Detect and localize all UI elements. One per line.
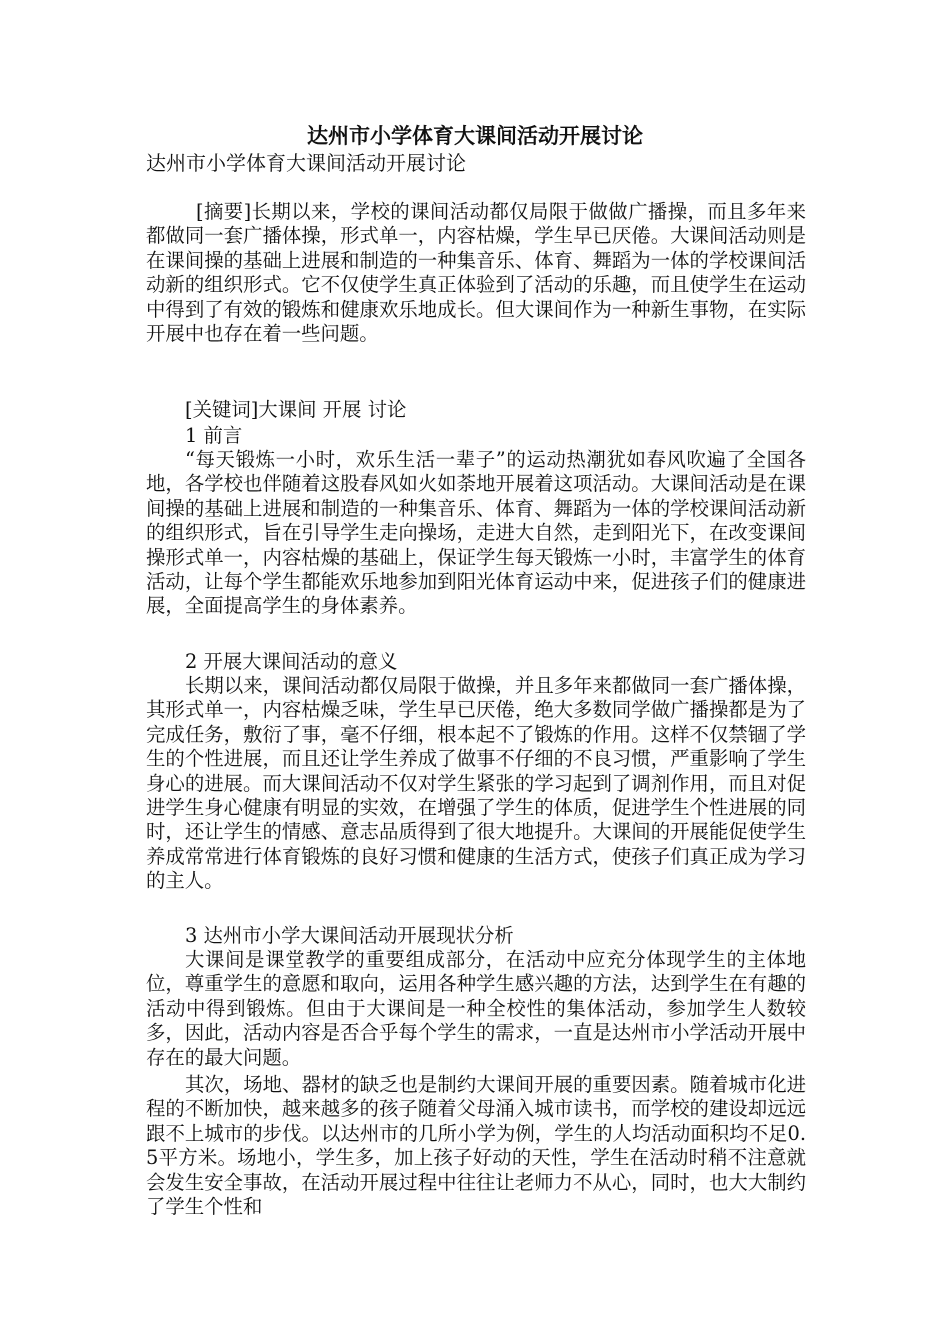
document-title: 达州市小学体育大课间活动开展讨论 — [307, 123, 643, 148]
section-3-paragraph-2: 其次，场地、器材的缺乏也是制约大课间开展的重要因素。随着城市化进程的不断加快，越来越多的孩子随着父母涌入城市读书，而学校的建设却远远跟不上城市的步伐。以达州市的几所小学为例，学生的人均活动面积均不足0.5平方米。场地小，学生多，加上孩子好动的天性，学生在活动时稍不注意就会发生安全事故，在活动开展过程中往往让老师力不从心，同时，也大大制约了学生个性和 — [146, 1073, 806, 1219]
section-3-paragraph-1: 大课间是课堂教学的重要组成部分，在活动中应充分体现学生的主体地位，尊重学生的意愿和取向，运用各种学生感兴趣的方法，达到学生在有趣的活动中得到锻炼。但由于大课间是一种全校性的集体活动，参加学生人数较多，因此，活动内容是否合乎每个学生的需求，一直是达州市小学活动开展中存在的最大问题。 — [146, 948, 806, 1069]
document-subtitle: 达州市小学体育大课间活动开展讨论 — [146, 151, 466, 175]
section-2-paragraph: 长期以来，课间活动都仅局限于做操，并且多年来都做同一套广播体操，其形式单一，内容枯燥乏味，学生早已厌倦，绝大多数同学做广播操都是为了完成任务，敷衍了事，毫不仔细，根本起不了锻炼的作用。这样不仅禁锢了学生的个性进展，而且还让学生养成了做事不仔细的不良习惯，严重影响了学生身心的进展。而大课间活动不仅对学生紧张的学习起到了调剂作用，而且对促进学生身心健康有明显的实效，在增强了学生的体质，促进学生个性进展的同时，还让学生的情感、意志品质得到了很大地提升。大课间的开展能促使学生养成常常进行体育锻炼的良好习惯和健康的生活方式，使孩子们真正成为学习的主人。 — [146, 674, 806, 893]
section-1-heading: 1 前言 — [185, 424, 243, 447]
section-2-heading: 2 开展大课间活动的意义 — [185, 650, 398, 673]
section-1-paragraph: “每天锻炼一小时，欢乐生活一辈子”的运动热潮犹如春风吹遍了全国各地，各学校也伴随着这股春风如火如荼地开展着这项活动。大课间活动是在课间操的基础上进展和制造的一种集音乐、体育、舞蹈为一体的学校课间活动新的组织形式，旨在引导学生走向操场，走进大自然，走到阳光下，在改变课间操形式单一，内容枯燥的基础上，保证学生每天锻炼一小时，丰富学生的体育活动，让每个学生都能欢乐地参加到阳光体育运动中来，促进孩子们的健康进展，全面提高学生的身体素养。 — [146, 448, 806, 618]
abstract-paragraph: [摘要]长期以来，学校的课间活动都仅局限于做做广播操，而且多年来都做同一套广播体操，形式单一，内容枯燥，学生早已厌倦。大课间活动则是在课间操的基础上进展和制造的一种集音乐、体育、舞蹈为一体的学校课间活动新的组织形式。它不仅使学生真正体验到了活动的乐趣，而且使学生在运动中得到了有效的锻炼和健康欢乐地成长。但大课间作为一种新生事物，在实际开展中也存在着一些问题。 — [146, 200, 806, 346]
keywords-line: [关键词]大课间 开展 讨论 — [185, 398, 407, 421]
section-3-heading: 3 达州市小学大课间活动开展现状分析 — [185, 924, 514, 947]
